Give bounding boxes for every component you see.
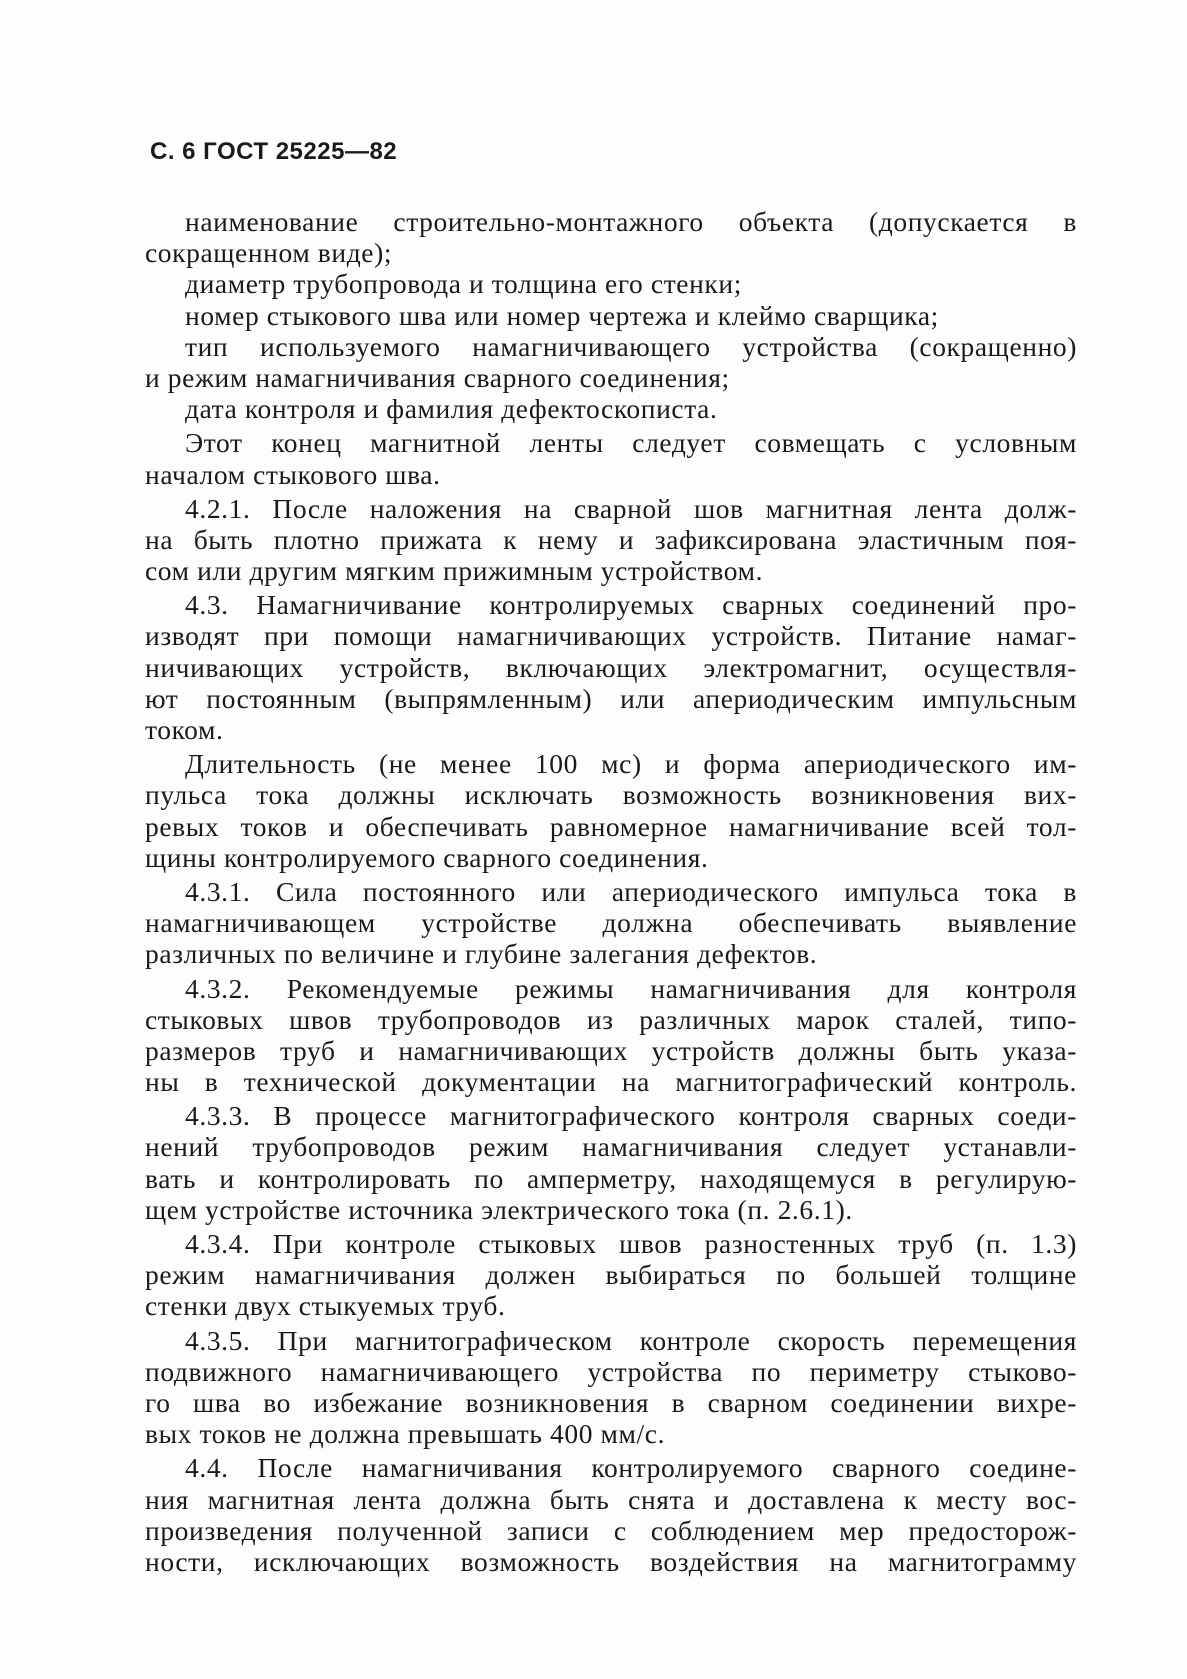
- text-line: щины контролируемого сварного соединения.: [145, 841, 709, 873]
- text-line: вых токов не должна превышать 400 мм/с.: [145, 1418, 666, 1450]
- text-line: 4.3.3. В процессе магнитографического контроля сварных соеди-: [185, 1100, 1077, 1132]
- text-line: 4.3.2. Рекомендуемые режимы намагничивания для контроля: [185, 972, 1077, 1004]
- text-line: на быть плотно прижата к нему и зафиксирована эластичным поя-: [145, 523, 1077, 555]
- text-line: сокращенном виде);: [145, 237, 393, 269]
- text-line: произведения полученной записи с соблюдением мер предосторож-: [145, 1514, 1077, 1546]
- text-line: током.: [145, 714, 224, 745]
- text-line: наименование строительно-монтажного объекта (допускается в: [185, 206, 1077, 237]
- text-line: 4.3.4. При контроле стыковых швов разностенных труб (п. 1.3): [185, 1228, 1077, 1259]
- text-line: 4.3. Намагничивание контролируемых сварных соединений про-: [185, 589, 1077, 621]
- text-line: изводят при помощи намагничивающих устройств. Питание намаг-: [145, 620, 1077, 652]
- text-line: началом стыкового шва.: [145, 458, 441, 490]
- text-line: размеров труб и намагничивающих устройств должны быть указа-: [145, 1034, 1077, 1066]
- text-line: Длительность (не менее 100 мс) и форма апериодического им-: [185, 748, 1077, 780]
- document-body: [145, 206, 1077, 1577]
- text-line: 4.4. После намагничивания контролируемого сварного соедине-: [185, 1452, 1077, 1484]
- text-line: стенки двух стыкуемых труб.: [145, 1290, 506, 1322]
- text-line: щем устройстве источника электрического тока (п. 2.6.1).: [145, 1193, 853, 1225]
- text-line: ны в технической документации на магнитографический контроль.: [145, 1066, 1077, 1098]
- text-line: диаметр трубопровода и толщина его стенки;: [185, 268, 742, 300]
- text-line: 4.3.1. Сила постоянного или апериодического импульса тока в: [185, 875, 1077, 907]
- text-line: ревых токов и обеспечивать равномерное намагничивание всей тол-: [145, 810, 1077, 842]
- page-header: С. 6 ГОСТ 25225—82: [150, 138, 398, 165]
- text-line: го шва во избежание возникновения в сварном соединении вихре-: [145, 1386, 1077, 1418]
- text-line: 4.2.1. После наложения на сварной шов магнитная лента долж-: [185, 492, 1077, 524]
- text-line: 4.3.5. При магнитографическом контроле скорость перемещения: [185, 1324, 1077, 1356]
- text-line: ния магнитная лента должна быть снята и доставлена к месту вос-: [145, 1483, 1077, 1515]
- text-line: вать и контролировать по амперметру, находящемуся в регулирую-: [145, 1162, 1077, 1194]
- text-line: режим намагничивания должен выбираться по большей толщине: [145, 1259, 1077, 1291]
- text-line: сом или другим мягким прижимным устройством.: [145, 555, 764, 587]
- text-line: различных по величине и глубине залегания дефектов.: [145, 938, 818, 970]
- text-line: ности, исключающих возможность воздействия на магнитограмму: [145, 1545, 1077, 1577]
- text-line: стыковых швов трубопроводов из различных марок сталей, типо-: [145, 1003, 1077, 1035]
- text-line: намагничивающем устройстве должна обеспечивать выявление: [145, 907, 1077, 939]
- text-line: тип используемого намагничивающего устройства (сокращенно): [185, 330, 1077, 362]
- text-line: Этот конец магнитной ленты следует совмещать с условным: [185, 427, 1077, 459]
- text-line: дата контроля и фамилия дефектоскописта.: [185, 393, 718, 425]
- text-line: пульса тока должны исключать возможность возникновения вих-: [145, 779, 1077, 811]
- text-line: и режим намагничивания сварного соединения;: [145, 361, 730, 393]
- text-line: подвижного намагничивающего устройства по периметру стыково-: [145, 1355, 1077, 1387]
- text-line: нений трубопроводов режим намагничивания следует устанавли-: [145, 1131, 1077, 1163]
- text-line: ют постоянным (выпрямленным) или апериодическим импульсным: [145, 682, 1077, 714]
- text-line: ничивающих устройств, включающих электромагнит, осуществля-: [145, 651, 1077, 683]
- text-line: номер стыкового шва или номер чертежа и клеймо сварщика;: [185, 299, 939, 331]
